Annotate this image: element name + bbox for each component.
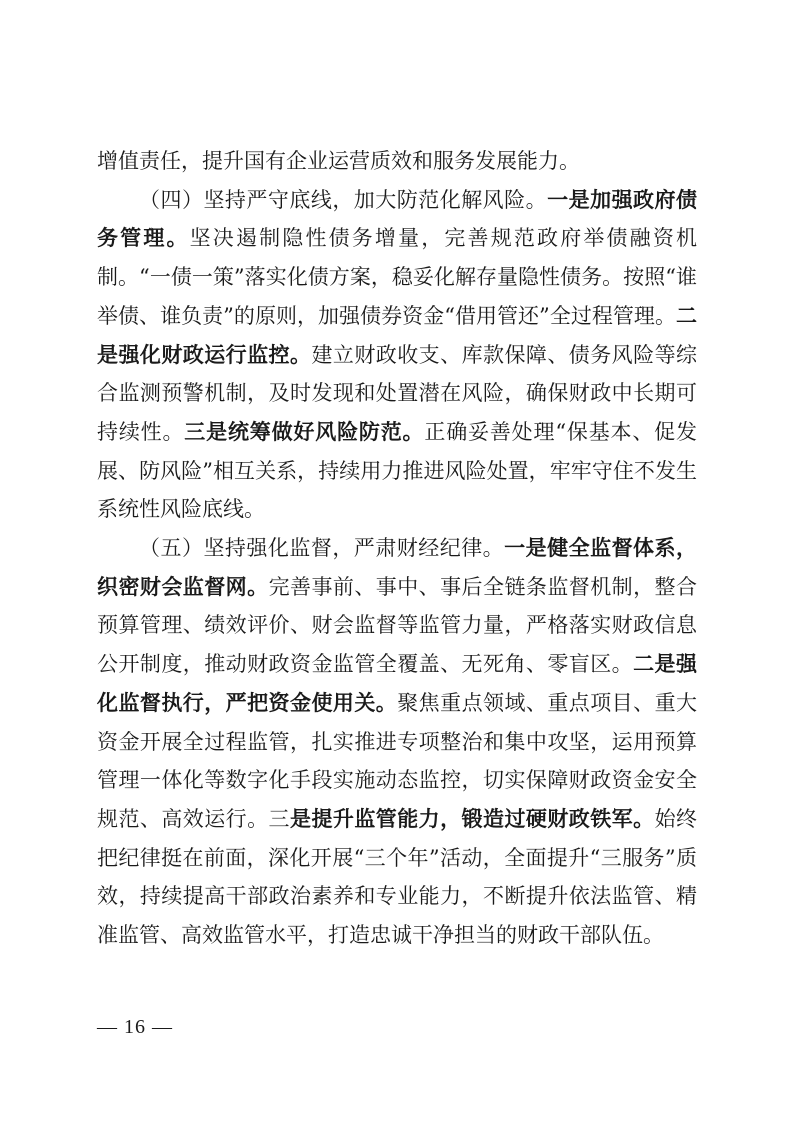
- paragraph-text: 增值责任，提升国有企业运营质效和服务发展能力。: [97, 149, 580, 173]
- paragraph-section-five: [97, 529, 697, 955]
- bold-point: 一是加强政府债务管理。: [97, 187, 698, 251]
- bold-point: 二是强化监督执行，严把资金使用关。: [97, 652, 697, 715]
- paragraph-text: 建立财政收支、库款保障、债务风险等综合监测预警机制，及时发现和处置潜在风险，确保财政中长期可持续性。: [97, 342, 698, 444]
- bold-point: 是提升监管能力，锻造过硬财政铁军。: [290, 806, 655, 831]
- document-body: [97, 142, 697, 955]
- paragraph-text: 始终把纪律挺在前面，深化开展“三个年”活动，全面提升“三服务”质效，持续提高干部政治素养和专业能力，不断提升依法监管、精准监管、高效监管水平，打造忠诚干净担当的财政干部队伍。: [97, 806, 698, 948]
- section-heading: （五）坚持强化监督，严肃财经纪律。: [139, 536, 505, 561]
- paragraph-text: 聚焦重点领域、重点项目、重大资金开展全过程监管，扎实推进专项整治和集中攻坚，运用预算管理一体化等数字化手段实施动态监控，切实保障财政资金安全规范、高效运行。三: [97, 690, 698, 831]
- paragraph-text: 正确妥善处理“保基本、促发展、防风险”相互关系，持续用力推进风险处置，牢牢守住不发生系统性风险底线。: [97, 419, 697, 522]
- paragraph-text: 完善事前、事中、事后全链条监督机制，整合预算管理、绩效评价、财会监督等监管力量，严格落实财政信息公开制度，推动财政资金监管全覆盖、无死角、零盲区。: [97, 574, 698, 677]
- paragraph-section-four: [97, 181, 697, 529]
- paragraph-continuation: [97, 142, 697, 181]
- paragraph-text: 坚决遏制隐性债务增量，完善规范政府举债融资机制。“一债一策”落实化债方案，稳妥化解存量隐性债务。按照“谁举债、谁负责”的原则，加强债券资金“借用管还”全过程管理。: [97, 226, 697, 328]
- page-number: — 16 —: [97, 1016, 173, 1038]
- bold-point: 一是健全监督体系，织密财会监督网。: [97, 536, 698, 599]
- bold-point: 三是统筹做好风险防范。: [184, 419, 425, 444]
- bold-point: 二是强化财政运行监控。: [97, 303, 697, 367]
- section-heading: （四）坚持严守底线，加大防范化解风险。: [139, 187, 548, 212]
